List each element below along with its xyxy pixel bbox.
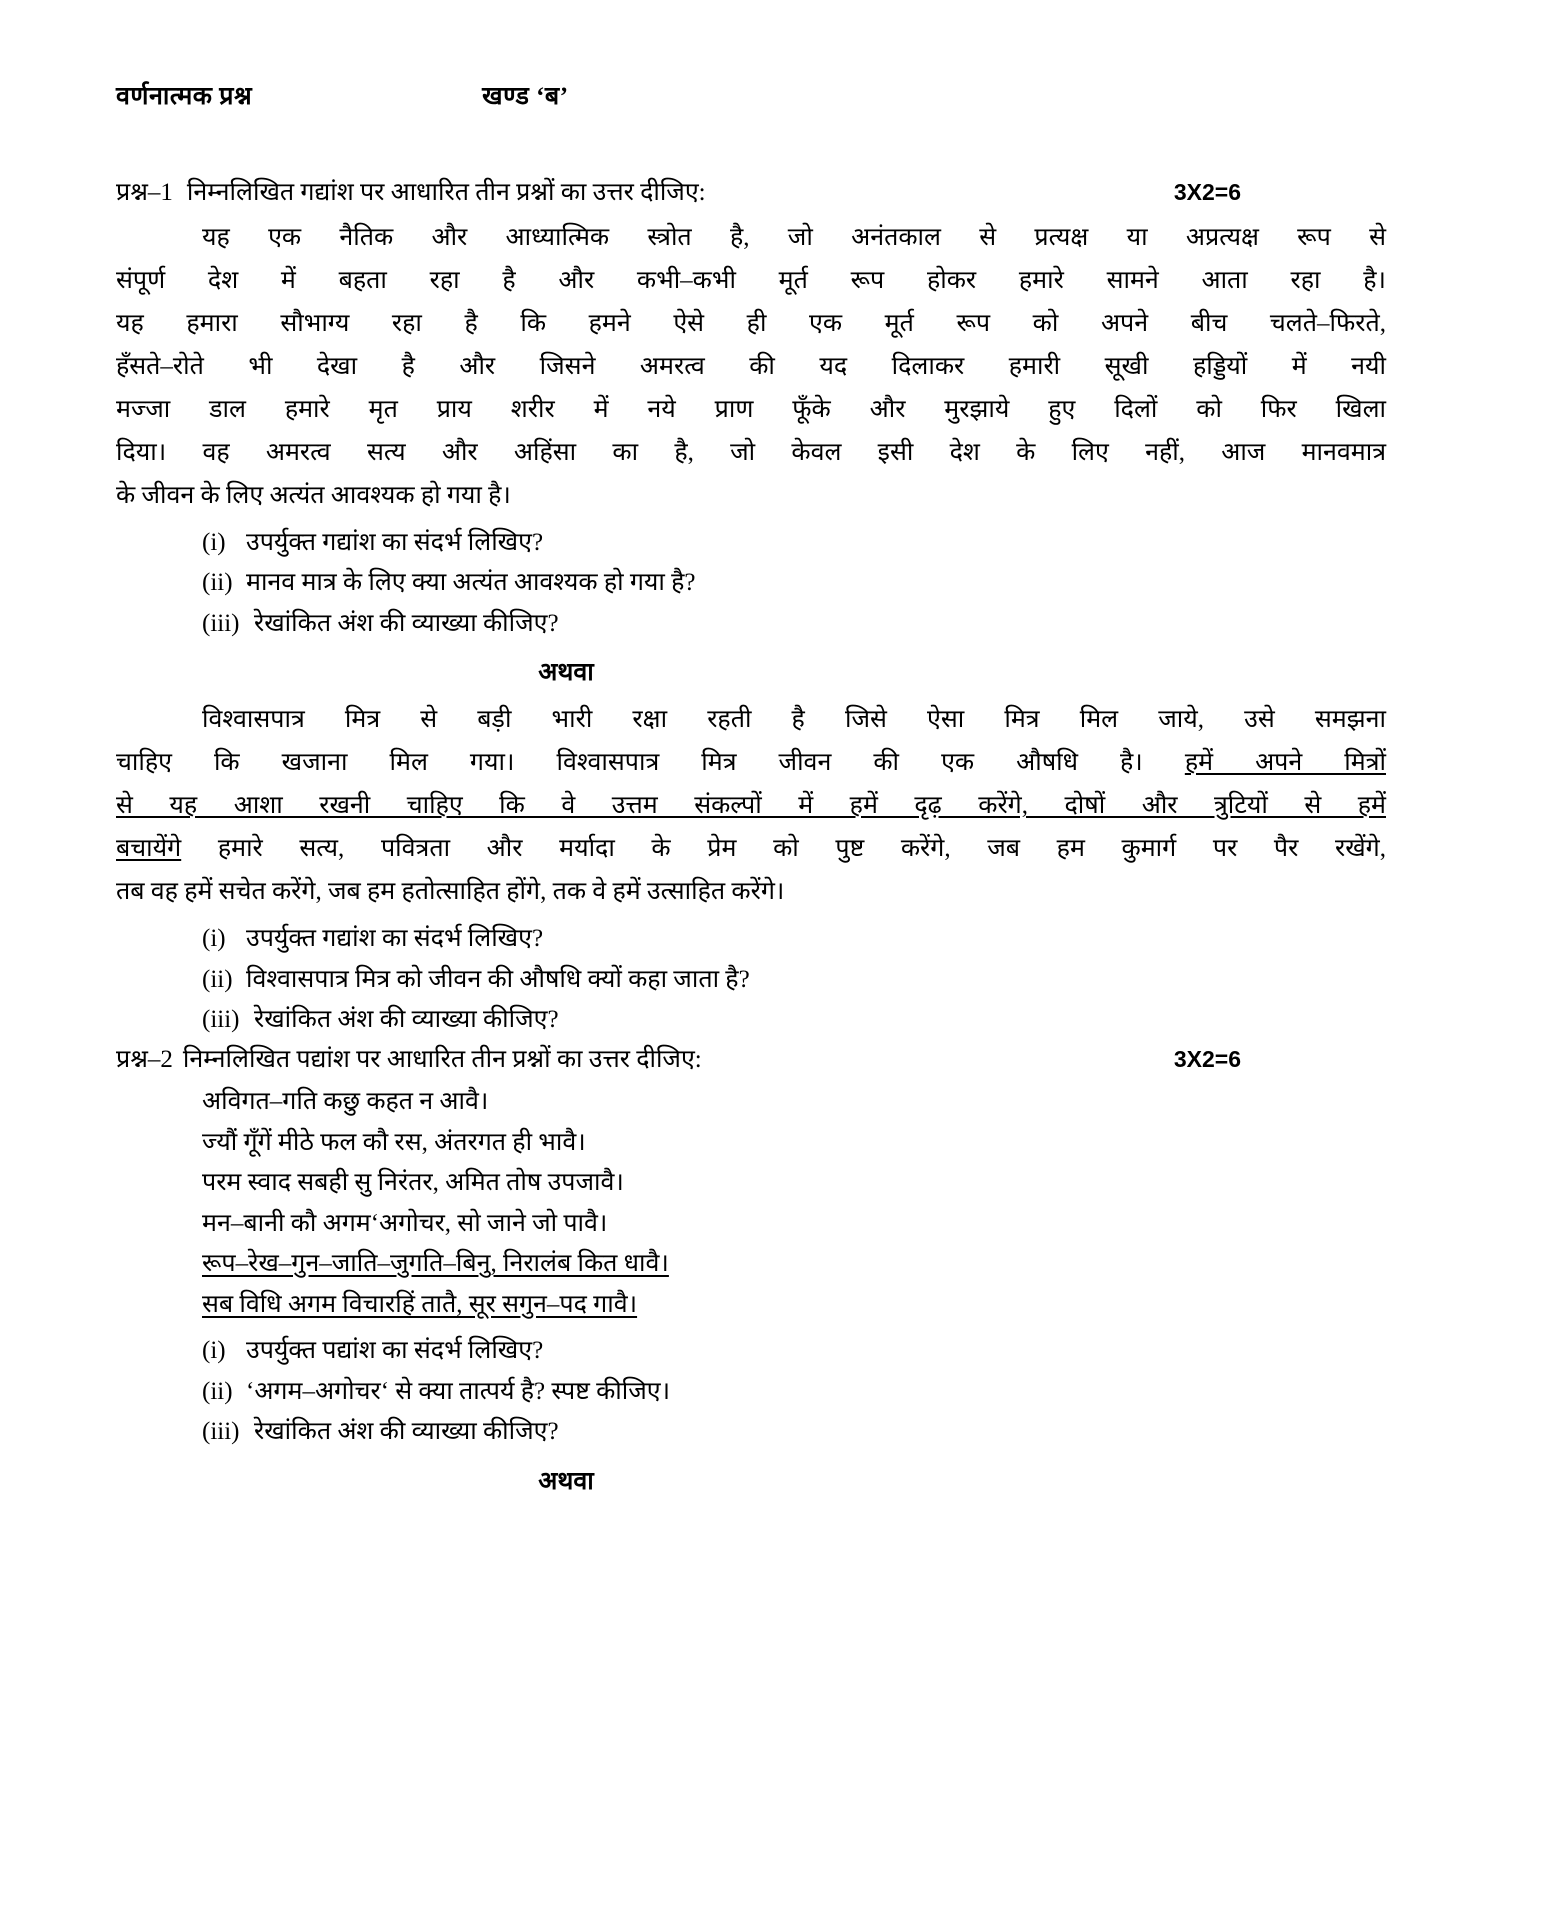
question-1-or-label: अथवा [538, 659, 594, 686]
poem-line [202, 1082, 1386, 1123]
page-content [116, 78, 1386, 1507]
question-2-or-label: अथवा [538, 1467, 594, 1495]
subquestion-number: (iii) [202, 1006, 240, 1033]
passage-line: संपूर्ण देश में बहता रहा है और कभी–कभी मूर्त रूप होकर हमारे सामने आता रहा है। [116, 266, 1386, 294]
alt-passage-line [116, 741, 1386, 784]
question-2-label: प्रश्न–2 [116, 1045, 173, 1073]
poem-line-text: मन–बानी कौ अगम‘अगोचर, सो जाने जो पावै। [202, 1209, 608, 1237]
question-1-subquestion [202, 604, 1386, 645]
page-header [116, 78, 1386, 112]
subquestion-number: (i) [202, 925, 226, 952]
poem-line-text-underlined: रूप–रेख–गुन–जाति–जुगति–बिनु, निरालंब कित धावै। [202, 1250, 669, 1277]
question-1-subquestion [202, 563, 1386, 604]
poem-line-text: अविगत–गति कछु कहत न आवै। [202, 1088, 489, 1115]
question-1-marks: 3X2=6 [1173, 179, 1241, 205]
subquestion-number: (ii) [202, 1377, 233, 1405]
passage-line: यह एक नैतिक और आध्यात्मिक स्त्रोत है, जो अनंतकाल से प्रत्यक्ष या अप्रत्यक्ष रूप से [202, 223, 1386, 251]
subquestion-text: मानव मात्र के लिए क्या अत्यंत आवश्यक हो गया है? [246, 569, 696, 596]
question-1-passage [116, 216, 1386, 517]
question-2-subquestion [202, 1412, 1386, 1453]
poem-line [202, 1204, 1386, 1245]
question-1-alt-passage [116, 698, 1386, 913]
subquestion-text: ‘अगम–अगोचर‘ से क्या तात्पर्य है? स्पष्ट कीजिए। [246, 1377, 671, 1405]
passage-line: दिया। वह अमरत्व सत्य और अहिंसा का है, जो केवल इसी देश के लिए नहीं, आज मानवमात्र [116, 438, 1386, 466]
subquestion-text: रेखांकित अंश की व्याख्या कीजिए? [254, 1418, 559, 1445]
alt-passage-text-plain: हमारे सत्य, पवित्रता और मर्यादा के प्रेम को पुष्ट करेंगे, जब हम कुमार्ग पर पैर रखेंगे, [181, 835, 1386, 862]
passage-line: के जीवन के लिए अत्यंत आवश्यक हो गया है। [116, 481, 511, 509]
question-2-prompt: निम्नलिखित पद्यांश पर आधारित तीन प्रश्नों का उत्तर दीजिए: [182, 1045, 702, 1073]
question-2-marks: 3X2=6 [1173, 1045, 1241, 1072]
poem-line-text: परम स्वाद सबही सु निरंतर, अमित तोष उपजावै। [202, 1169, 624, 1196]
question-1-alt-subquestion [202, 919, 1386, 960]
subquestion-number: (ii) [202, 569, 233, 596]
subquestion-number: (i) [202, 528, 226, 556]
question-2-subquestion [202, 1331, 1386, 1372]
alt-passage-line: विश्वासपात्र मित्र से बड़ी भारी रक्षा रहती है जिसे ऐसा मित्र मिल जाये, उसे समझना [202, 706, 1386, 733]
question-1-alt-subquestion [202, 1000, 1386, 1041]
question-1-heading [116, 174, 1386, 212]
subquestion-number: (i) [202, 1337, 226, 1364]
page-title: वर्णनात्मक प्रश्न [116, 83, 253, 110]
subquestion-text: रेखांकित अंश की व्याख्या कीजिए? [254, 1006, 559, 1033]
poem-line [202, 1244, 1386, 1285]
alt-passage-line-underlined: से यह आशा रखनी चाहिए कि वे उत्तम संकल्पों में हमें दृढ़ करेंगे, दोषों और त्रुटियों से हमें [116, 792, 1386, 819]
section-title: खण्ड ‘ब’ [482, 83, 569, 110]
alt-passage-line: तब वह हमें सचेत करेंगे, जब हम हतोत्साहित होंगे, तक वे हमें उत्साहित करेंगे। [116, 878, 785, 905]
subquestion-number: (iii) [202, 1418, 240, 1445]
subquestion-text: उपर्युक्त गद्यांश का संदर्भ लिखिए? [246, 528, 544, 556]
question-1-prompt: निम्नलिखित गद्यांश पर आधारित तीन प्रश्नों का उत्तर दीजिए: [186, 179, 706, 206]
question-1-alt-subquestion [202, 960, 1386, 1001]
poem-line [202, 1123, 1386, 1164]
poem-line [202, 1163, 1386, 1204]
subquestion-number: (iii) [202, 609, 240, 637]
poem-line-text-underlined: सब विधि अगम विचारहिं तातै, सूर सगुन–पद गावै। [202, 1290, 638, 1318]
alt-passage-line [116, 827, 1386, 870]
question-1-label: प्रश्न–1 [116, 179, 173, 206]
poem-line-text: ज्यौं गूॅंगें मीठे फल कौ रस, अंतरगत ही भावै। [202, 1128, 586, 1156]
question-1-subquestion [202, 523, 1386, 564]
passage-line: यह हमारा सौभाग्य रहा है कि हमने ऐसे ही एक मूर्त रूप को अपने बीच चलते–फिरते, [116, 309, 1386, 337]
subquestion-number: (ii) [202, 965, 233, 993]
alt-passage-text-underlined: बचायेंगे [116, 835, 182, 862]
alt-passage-text-plain: चाहिए कि खजाना मिल गया। विश्वासपात्र मित्र जीवन की एक औषधि है। [116, 749, 1185, 776]
question-2-subquestion [202, 1372, 1386, 1413]
passage-line: हॅंसते–रोते भी देखा है और जिसने अमरत्व की यद दिलाकर हमारी सूखी हड्डियों में नयी [116, 352, 1386, 380]
passage-line: मज्जा डाल हमारे मृत प्राय शरीर में नये प्राण फूॅंके और मुरझाये हुए दिलों को फिर खिला [116, 395, 1386, 423]
subquestion-text: रेखांकित अंश की व्याख्या कीजिए? [254, 609, 559, 637]
poem-line [202, 1285, 1386, 1326]
subquestion-text: विश्वासपात्र मित्र को जीवन की औषधि क्यों कहा जाता है? [246, 965, 750, 993]
subquestion-text: उपर्युक्त गद्यांश का संदर्भ लिखिए? [246, 925, 544, 952]
subquestion-text: उपर्युक्त पद्यांश का संदर्भ लिखिए? [246, 1337, 544, 1364]
question-2-heading [116, 1041, 1386, 1079]
alt-passage-text-underlined: हमें अपने मित्रों [1184, 749, 1386, 776]
